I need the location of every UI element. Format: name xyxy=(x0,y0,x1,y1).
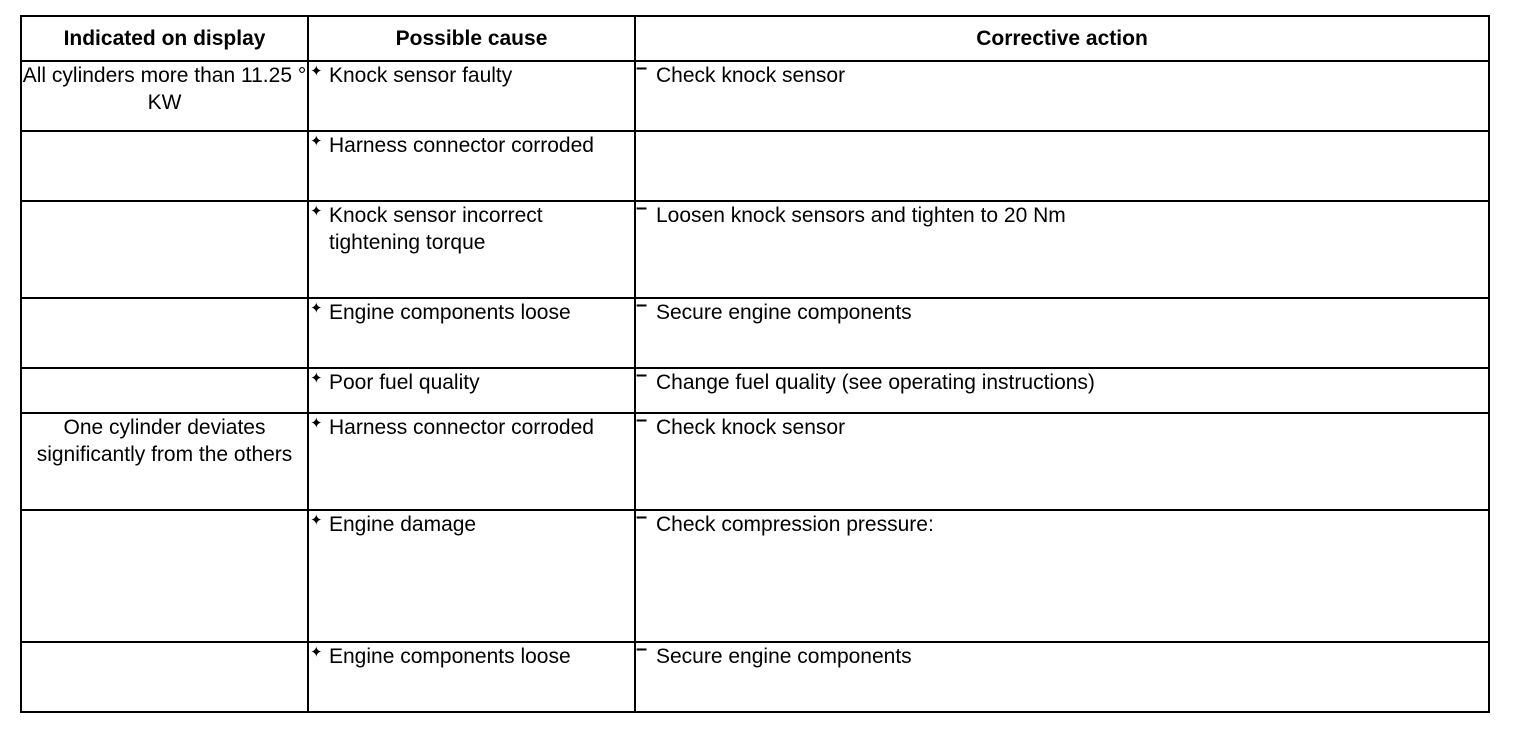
action-cell xyxy=(635,638,1489,712)
action-text: Loosen knock sensors and tighten to 20 Nm xyxy=(656,204,1066,227)
action-item xyxy=(636,409,1488,441)
display-cell: All cylinders more than 11.25 ° KW xyxy=(21,61,308,131)
dash-icon: – xyxy=(636,197,648,219)
action-item xyxy=(636,364,1488,396)
table-row xyxy=(21,413,1489,510)
bullet-icon: ✦ xyxy=(310,644,323,661)
diagnosis-table xyxy=(20,15,1490,713)
cause-cell xyxy=(308,642,635,712)
action-text: Secure engine components xyxy=(656,301,912,324)
display-cell xyxy=(21,368,308,413)
action-cell xyxy=(635,294,1489,368)
bullet-icon: ✦ xyxy=(310,415,323,432)
action-cell xyxy=(635,506,1489,642)
cause-item xyxy=(309,643,634,670)
cause-item xyxy=(309,132,634,159)
bullet-icon: ✦ xyxy=(310,63,323,80)
cause-text: Engine damage xyxy=(329,513,477,536)
display-cell: One cylinder deviates significantly from the others xyxy=(21,413,308,510)
action-text: Check compression pressure: xyxy=(656,513,934,536)
table-row xyxy=(21,642,1489,712)
cause-item xyxy=(309,414,634,441)
dash-icon: – xyxy=(636,506,648,528)
cause-item xyxy=(309,62,634,89)
action-item xyxy=(636,197,1488,229)
cause-cell xyxy=(308,131,635,201)
header-indicated-on-display: Indicated on display xyxy=(21,16,308,61)
display-cell xyxy=(21,131,308,201)
cause-item xyxy=(309,299,634,326)
action-item xyxy=(636,506,1488,538)
dash-icon: – xyxy=(636,409,648,431)
table-row xyxy=(21,510,1489,642)
cause-cell xyxy=(308,413,635,510)
dash-icon: – xyxy=(636,294,648,316)
cause-text: Knock sensor faulty xyxy=(329,64,513,87)
table-row xyxy=(21,368,1489,413)
bullet-icon: ✦ xyxy=(310,300,323,317)
table-row xyxy=(21,61,1489,131)
bullet-icon: ✦ xyxy=(310,370,323,387)
header-row xyxy=(21,16,1489,61)
cause-cell xyxy=(308,298,635,368)
bullet-icon: ✦ xyxy=(310,203,323,220)
cause-text: Engine components loose xyxy=(329,301,571,324)
bullet-icon: ✦ xyxy=(310,512,323,529)
dash-icon: – xyxy=(636,57,648,79)
cause-item xyxy=(309,202,634,256)
cause-text: Harness connector corroded xyxy=(329,134,594,157)
display-cell xyxy=(21,510,308,642)
header-corrective-action: Corrective action xyxy=(635,16,1489,61)
cause-text: Harness connector corroded xyxy=(329,416,594,439)
cause-text: Poor fuel quality xyxy=(329,371,480,394)
display-cell xyxy=(21,642,308,712)
cause-cell xyxy=(308,368,635,413)
action-item xyxy=(636,57,1488,89)
action-text: Change fuel quality (see operating instructions) xyxy=(656,371,1095,394)
display-cell xyxy=(21,201,308,298)
action-cell xyxy=(635,197,1489,298)
action-cell xyxy=(635,409,1489,510)
table-row xyxy=(21,131,1489,201)
cause-item xyxy=(309,369,634,396)
table-row xyxy=(21,201,1489,298)
cause-cell xyxy=(308,510,635,642)
cause-item xyxy=(309,511,634,538)
action-text: Secure engine components xyxy=(656,645,912,668)
action-text: Check knock sensor xyxy=(656,416,846,439)
action-cell xyxy=(635,57,1489,131)
table-row xyxy=(21,298,1489,368)
action-cell xyxy=(635,364,1489,413)
cause-text: Engine components loose xyxy=(329,645,571,668)
dash-icon: – xyxy=(636,638,648,660)
display-cell xyxy=(21,298,308,368)
cause-text: Knock sensor incorrect tightening torque xyxy=(329,204,543,254)
cause-cell xyxy=(308,201,635,298)
dash-icon: – xyxy=(636,364,648,386)
action-item xyxy=(636,638,1488,670)
action-cell xyxy=(635,131,1489,201)
header-possible-cause: Possible cause xyxy=(308,16,635,61)
action-text: Check knock sensor xyxy=(656,64,846,87)
action-item xyxy=(636,294,1488,326)
bullet-icon: ✦ xyxy=(310,133,323,150)
cause-cell xyxy=(308,61,635,131)
